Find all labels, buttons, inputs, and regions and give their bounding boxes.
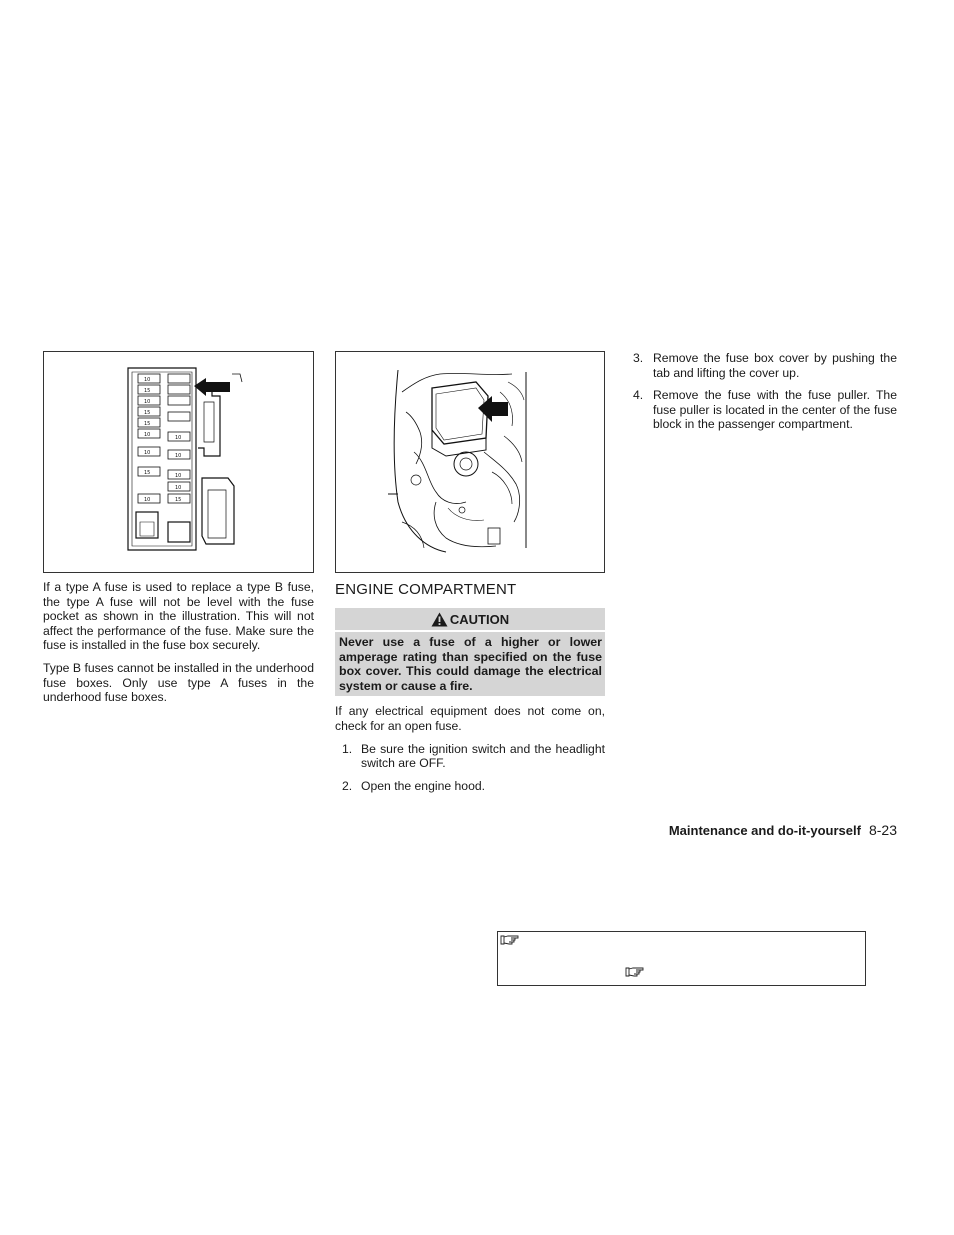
step-number: 4. (633, 388, 644, 403)
page-footer (669, 822, 897, 838)
fuse-label: 15 (144, 388, 151, 394)
fuse-label: 15 (175, 497, 182, 503)
fuse-box-drawing (44, 352, 313, 572)
paragraph: If any electrical equipment does not come on, check for an open fuse. (335, 704, 605, 733)
note-box (497, 931, 866, 986)
step-text: Open the engine hood. (361, 778, 486, 793)
caution-header (335, 608, 605, 632)
fuse-label: 10 (144, 399, 151, 405)
fuse-label: 15 (144, 410, 151, 416)
list-item (633, 351, 897, 380)
page-number: 8-23 (868, 822, 897, 838)
fuse-label: 10 (144, 497, 151, 503)
step-number: 3. (633, 351, 644, 365)
caution-box (335, 608, 605, 696)
warning-triangle-icon (431, 612, 448, 627)
fuse-label: 10 (144, 450, 151, 456)
caution-text: Never use a fuse of a higher or lower amperage rating than specified on the fuse box cover. This could damage the electrical system or cause a fire. (339, 635, 602, 693)
middle-column (335, 351, 605, 801)
fuse-label: 10 (144, 432, 151, 438)
step-text: Remove the fuse box cover by pushing the tab and lifting the cover up. (653, 351, 897, 380)
pointing-hand-icon (500, 934, 520, 946)
fuse-label: 15 (144, 421, 151, 427)
step-text: Be sure the ignition switch and the headlight switch are OFF. (361, 741, 605, 771)
section-heading: ENGINE COMPARTMENT (335, 581, 517, 598)
step-number: 2. (342, 778, 353, 793)
list-item (335, 742, 605, 771)
right-column (633, 351, 897, 440)
fuse-label: 10 (175, 435, 182, 441)
step-text: Remove the fuse with the fuse puller. The fuse puller is located in the center of the fuse block in the passenger compartment. (653, 388, 897, 432)
chapter-title: Maintenance and do-it-yourself (668, 823, 861, 838)
fuse-label: 10 (175, 473, 182, 479)
fuse-label: 10 (144, 377, 151, 383)
step-number: 1. (342, 741, 353, 756)
fuse-label: 10 (175, 485, 182, 491)
list-item (335, 779, 605, 794)
fuse-box-illustration (43, 351, 314, 573)
paragraph: If a type A fuse is used to replace a type B fuse, the type A fuse will not be level with the fuse pocket as shown in the illustration. This will not affect the performance of the fuse. Make sure the fuse is installed in the fuse box securely. (43, 580, 314, 653)
fuse-label: 10 (175, 453, 182, 459)
steps-list (633, 351, 897, 432)
caution-label: CAUTION (449, 611, 510, 627)
paragraph: Type B fuses cannot be installed in the underhood fuse boxes. Only use type A fuses in the underhood fuse boxes. (43, 660, 314, 705)
steps-list (335, 742, 605, 794)
pointing-hand-icon (625, 966, 645, 978)
engine-compartment-drawing (336, 352, 604, 572)
engine-compartment-illustration (335, 351, 605, 573)
arrow-left-icon (478, 396, 508, 422)
list-item (633, 388, 897, 432)
left-column (43, 351, 314, 705)
fuse-label: 15 (144, 470, 151, 476)
